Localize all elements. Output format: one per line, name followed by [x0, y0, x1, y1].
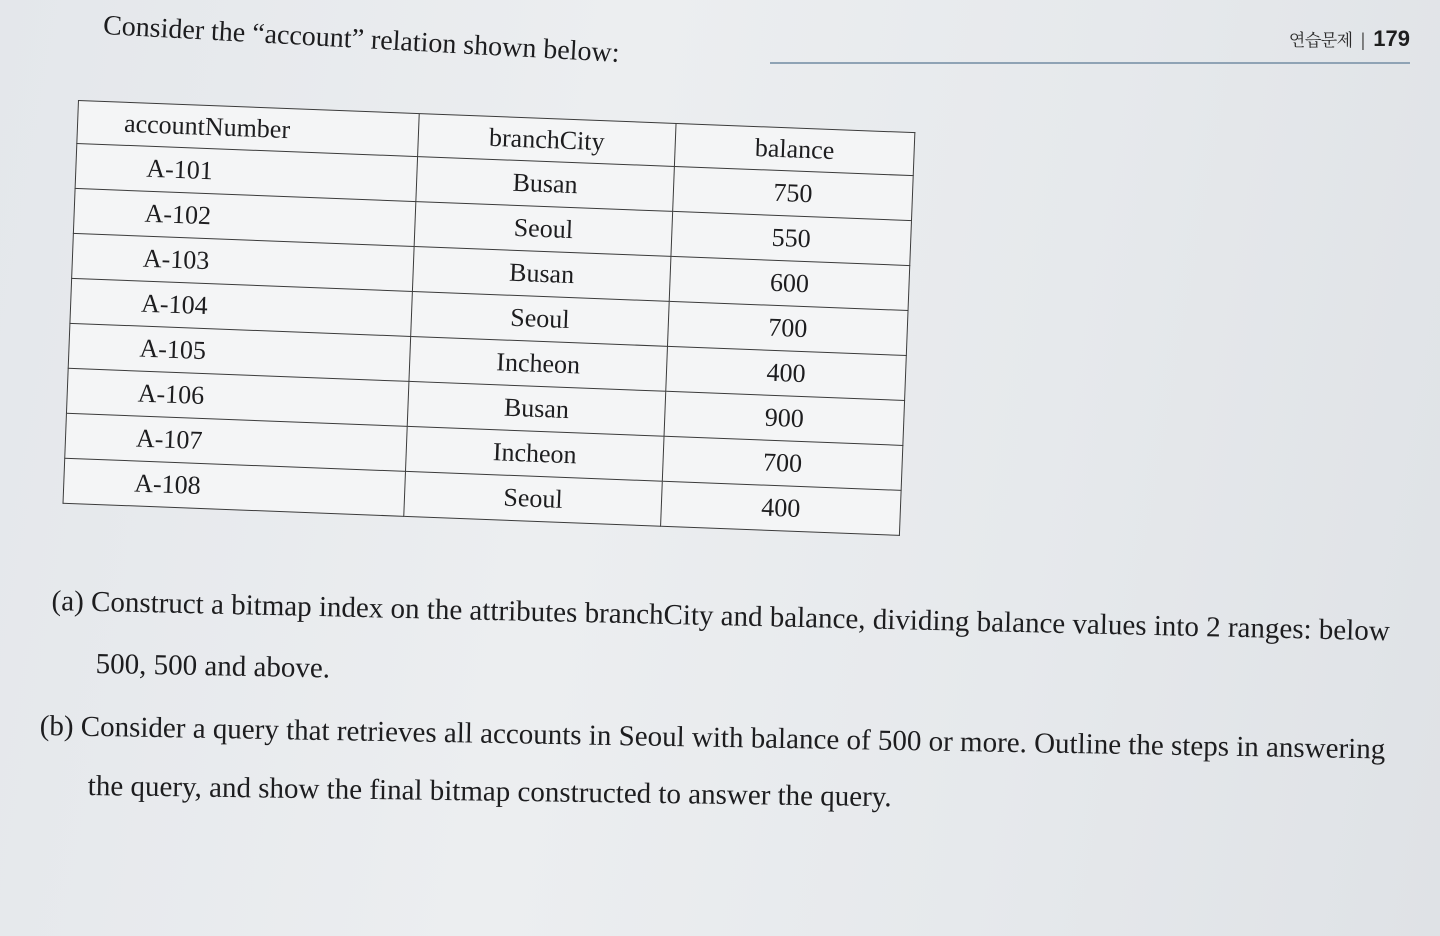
cell-branch-city: Incheon: [409, 336, 668, 391]
account-table-wrapper: [62, 100, 915, 536]
question-b-line-2: the query, and show the final bitmap constructed to answer the query.: [87, 770, 892, 814]
question-a-line-2: 500, 500 and above.: [95, 648, 331, 685]
account-table: [62, 100, 915, 536]
cell-account-number: A-106: [66, 368, 408, 426]
question-b-line-1: (b) Consider a query that retrieves all accounts in Seoul with balance of 500 or more. Outline the steps in answering: [39, 710, 1386, 766]
cell-branch-city: Seoul: [404, 471, 663, 526]
cell-account-number: A-103: [72, 233, 414, 291]
cell-balance: 900: [664, 391, 905, 445]
cell-balance: 400: [666, 346, 907, 400]
cell-balance: 750: [673, 166, 914, 220]
cell-balance: 600: [669, 256, 910, 310]
cell-balance: 700: [667, 301, 908, 355]
cell-branch-city: Busan: [412, 247, 671, 302]
cell-branch-city: Seoul: [411, 291, 670, 346]
section-label: 연습문제: [1288, 31, 1353, 50]
cell-account-number: A-102: [73, 188, 415, 246]
page-number: 179: [1373, 26, 1410, 51]
cell-branch-city: Incheon: [405, 426, 664, 481]
cell-account-number: A-108: [63, 458, 405, 516]
column-header-branch-city: branchCity: [418, 114, 676, 167]
cell-balance: 700: [662, 436, 903, 490]
column-header-balance: balance: [674, 123, 914, 175]
column-header-account-number: accountNumber: [77, 101, 419, 157]
cell-balance: 400: [661, 481, 902, 535]
cell-account-number: A-105: [68, 323, 410, 381]
intro-text: Consider the “account” relation shown below:: [102, 10, 621, 69]
cell-account-number: A-107: [65, 413, 407, 471]
cell-balance: 550: [671, 211, 912, 265]
page-header: [770, 26, 1410, 64]
cell-branch-city: Busan: [407, 381, 666, 436]
header-separator: |: [1360, 30, 1366, 50]
cell-account-number: A-104: [70, 278, 412, 336]
cell-branch-city: Seoul: [414, 202, 673, 257]
cell-account-number: A-101: [75, 143, 417, 201]
question-a-line-1: (a) Construct a bitmap index on the attributes branchCity and balance, dividing balance values into 2 ranges: below: [51, 585, 1391, 648]
cell-branch-city: Busan: [416, 157, 675, 212]
